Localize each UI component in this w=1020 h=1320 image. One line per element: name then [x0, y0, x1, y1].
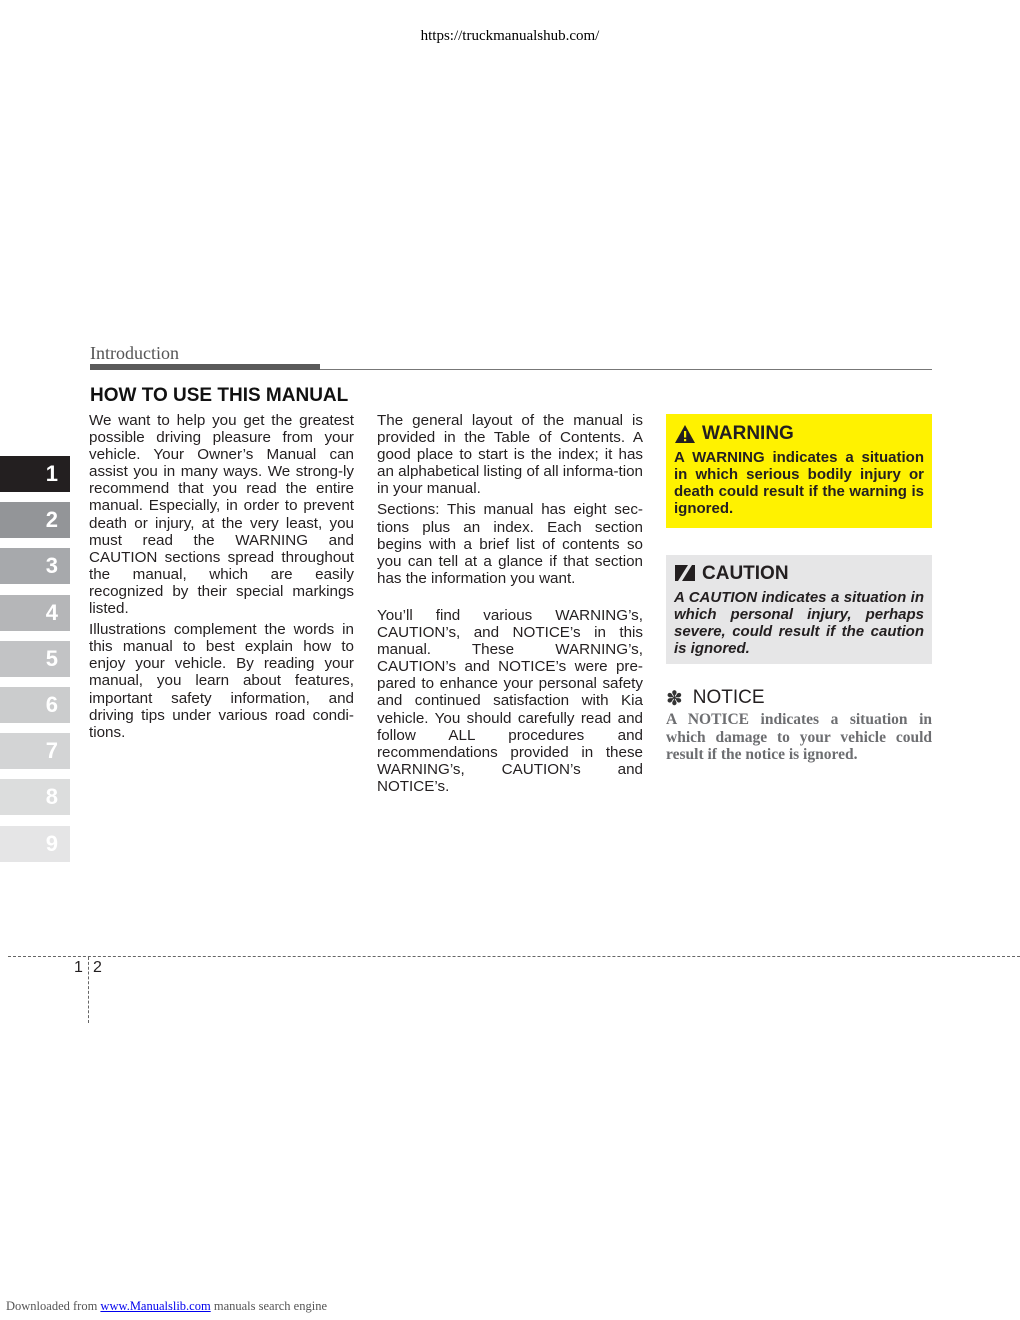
- caution-slash-icon: [674, 564, 696, 584]
- page-heading: HOW TO USE THIS MANUAL: [90, 385, 349, 406]
- warning-triangle-icon: [674, 424, 696, 444]
- chapter-tab-3[interactable]: 3: [0, 548, 70, 584]
- chapter-tab-5[interactable]: 5: [0, 641, 70, 677]
- page-divider-vertical: [88, 957, 89, 1023]
- page-chapter-number: 1: [74, 959, 83, 976]
- chapter-tab-2[interactable]: 2: [0, 502, 70, 538]
- caution-title: CAUTION: [702, 563, 789, 584]
- top-url: https://truckmanualshub.com/: [420, 28, 600, 44]
- text-column-1: [89, 412, 354, 741]
- notice-title: NOTICE: [692, 687, 765, 708]
- warning-box: [666, 414, 932, 528]
- section-title: Introduction: [90, 343, 179, 363]
- chapter-tab-7[interactable]: 7: [0, 733, 70, 769]
- chapter-tab-8[interactable]: 8: [0, 779, 70, 815]
- caution-title-row: [674, 562, 924, 586]
- notice-title-row: [666, 686, 765, 710]
- chapter-tab-6[interactable]: 6: [0, 687, 70, 723]
- chapter-tab-1[interactable]: 1: [0, 456, 70, 492]
- paragraph: You’ll find various WARNING’s, CAUTION’s, and NOTICE’s in this manual. These WARNING’s, CAUTION’s and NOTICE’s were pre-pared to enhance your personal safety and continued satisfaction with Kia vehicle. You should carefully read and follow ALL procedures and recommendations provided in these WARNING’s, CAUTION’s and NOTICE’s.: [377, 606, 643, 795]
- footer-link[interactable]: www.Manualslib.com: [100, 1299, 211, 1313]
- footer-prefix: Downloaded from: [6, 1299, 101, 1313]
- warning-title-row: [674, 422, 924, 446]
- chapter-tab-9[interactable]: 9: [0, 826, 70, 862]
- footer: [6, 1299, 327, 1314]
- notice-star-icon: ✽: [666, 687, 683, 710]
- warning-text: A WARNING indicates a situation in which serious bodily injury or death could result if the warning is ignored.: [674, 449, 924, 517]
- chapter-tab-4[interactable]: 4: [0, 595, 70, 631]
- caution-text: A CAUTION indicates a situation in which personal injury, perhaps severe, could result if the caution is ignored.: [674, 589, 924, 657]
- notice-text: A NOTICE indicates a situation in which damage to your vehicle could result if the notice is ignored.: [666, 711, 932, 763]
- header-rule-accent: [90, 364, 320, 370]
- text-column-2: [377, 412, 643, 795]
- caution-box: [666, 555, 932, 664]
- paragraph: We want to help you get the greatest possible driving pleasure from your vehicle. Your Owner’s Manual can assist you in many ways. We strong-ly recommend that you read the entire manual. Especially, in order to prevent death or injury, at the very least, you must read the WARNING and CAUTION sections spread throughout the manual, which are easily recognized by their special markings listed.: [89, 412, 354, 618]
- paragraph: Illustrations complement the words in this manual to best explain how to enjoy your vehicle. By reading your manual, you learn about features, important safety information, and driving tips under various road condi-tions.: [89, 621, 354, 741]
- footer-suffix: manuals search engine: [210, 1299, 327, 1313]
- page-number: 2: [93, 959, 102, 976]
- warning-title: WARNING: [702, 423, 794, 444]
- paragraph: Sections: This manual has eight sec-tions plus an index. Each section begins with a brief list of contents so you can tell at a glance if that section has the information you want.: [377, 501, 643, 587]
- page-divider: [8, 956, 1020, 957]
- paragraph: The general layout of the manual is provided in the Table of Contents. A good place to start is the index; it has an alphabetical listing of all informa-tion in your manual.: [377, 412, 643, 498]
